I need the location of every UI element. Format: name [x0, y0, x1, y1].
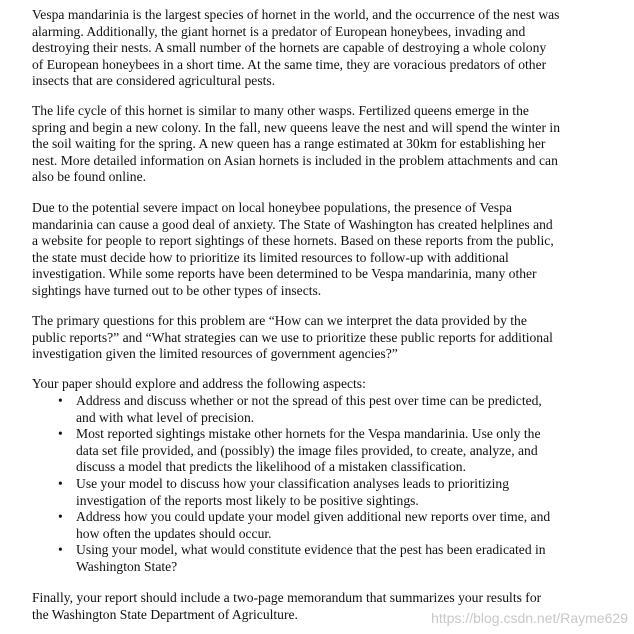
list-item: [58, 393, 550, 426]
paragraph-life-cycle: [32, 103, 626, 186]
text-line: the Washington State Department of Agriculture.: [32, 606, 298, 622]
text-line: investigation. While some reports have been determined to be Vespa mandarinia, many other: [32, 266, 537, 282]
text-line: the soil waiting for the spring. A new queen has a range estimated at 30km for establishing her: [32, 136, 546, 152]
text-line: Vespa mandarinia is the largest species of hornet in the world, and the occurrence of the nest was: [32, 7, 560, 22]
bullet-icon: •: [58, 509, 63, 525]
text-line: Address and discuss whether or not the spread of this pest over time can be predicted,: [76, 393, 542, 408]
list-item: [58, 509, 550, 542]
bullet-icon: •: [58, 542, 63, 558]
list-item: [58, 476, 550, 509]
bullet-icon: •: [58, 475, 63, 491]
text-line: Address how you could update your model given additional new reports over time, and: [76, 509, 551, 525]
text-line: Most reported sightings mistake other hornets for the Vespa mandarinia. Use only the: [76, 426, 541, 442]
text-line: mandarinia can cause a good deal of anxiety. The State of Washington has created helplines and: [32, 216, 553, 232]
list-item: [58, 542, 550, 575]
text-line: investigation given the limited resources of government agencies?”: [32, 346, 398, 362]
text-line: investigation of the reports most likely to be positive sightings.: [76, 492, 419, 508]
text-line: Using your model, what would constitute evidence that the pest has been eradicated in: [76, 542, 546, 558]
text-line: destroying their nests. A small number of the hornets are capable of destroying a whole colony: [32, 40, 547, 56]
text-line: the state must decide how to prioritize its limited resources to follow-up with additional: [32, 249, 509, 265]
paragraph-intro: [32, 7, 626, 90]
text-line: spring and begin a new colony. In the fall, new queens leave the nest and will spend the winter in: [32, 119, 560, 135]
text-line: Use your model to discuss how your classification analyses leads to prioritizing: [76, 475, 510, 491]
text-line: a website for people to report sightings of these hornets. Based on these reports from the public,: [32, 233, 554, 249]
text-line: and with what level of precision.: [76, 409, 255, 425]
text-line: data set file provided, and (possibly) the image files provided, to create, analyze, and: [76, 442, 538, 458]
text-line: Your paper should explore and address the following aspects:: [32, 376, 366, 391]
text-line: nest. More detailed information on Asian hornets is included in the problem attachments and can: [32, 152, 558, 168]
text-line: Washington State?: [76, 558, 178, 574]
text-line: The life cycle of this hornet is similar to many other wasps. Fertilized queens emerge in the: [32, 103, 529, 118]
text-line: also be found online.: [32, 169, 147, 185]
text-line: Due to the potential severe impact on local honeybee populations, the presence of Vespa: [32, 200, 512, 215]
text-line: sightings have turned out to be other types of insects.: [32, 282, 322, 298]
bullet-icon: •: [58, 426, 63, 442]
text-line: of European honeybees in a short time. At the same time, they are voracious predators of other: [32, 56, 547, 72]
paragraph-questions: [32, 313, 626, 363]
text-line: how often the updates should occur.: [76, 525, 272, 541]
text-line: The primary questions for this problem are “How can we interpret the data provided by the: [32, 313, 527, 328]
bullet-icon: •: [58, 393, 63, 408]
watermark: https://blog.csdn.net/Rayme629: [431, 610, 628, 626]
list-item: [58, 426, 550, 476]
text-line: Finally, your report should include a two-page memorandum that summarizes your results for: [32, 590, 542, 605]
paragraph-aspects-heading: [32, 376, 626, 393]
paragraph-impact: [32, 200, 626, 300]
text-line: insects that are considered agricultural pests.: [32, 73, 276, 89]
text-line: alarming. Additionally, the giant hornet is a predator of European honeybees, invading and: [32, 23, 526, 39]
aspects-list: [58, 393, 550, 576]
text-line: public reports?” and “What strategies can we use to prioritize these public reports for additional: [32, 329, 553, 345]
text-line: discuss a model that predicts the likelihood of a mistaken classification.: [76, 459, 466, 475]
